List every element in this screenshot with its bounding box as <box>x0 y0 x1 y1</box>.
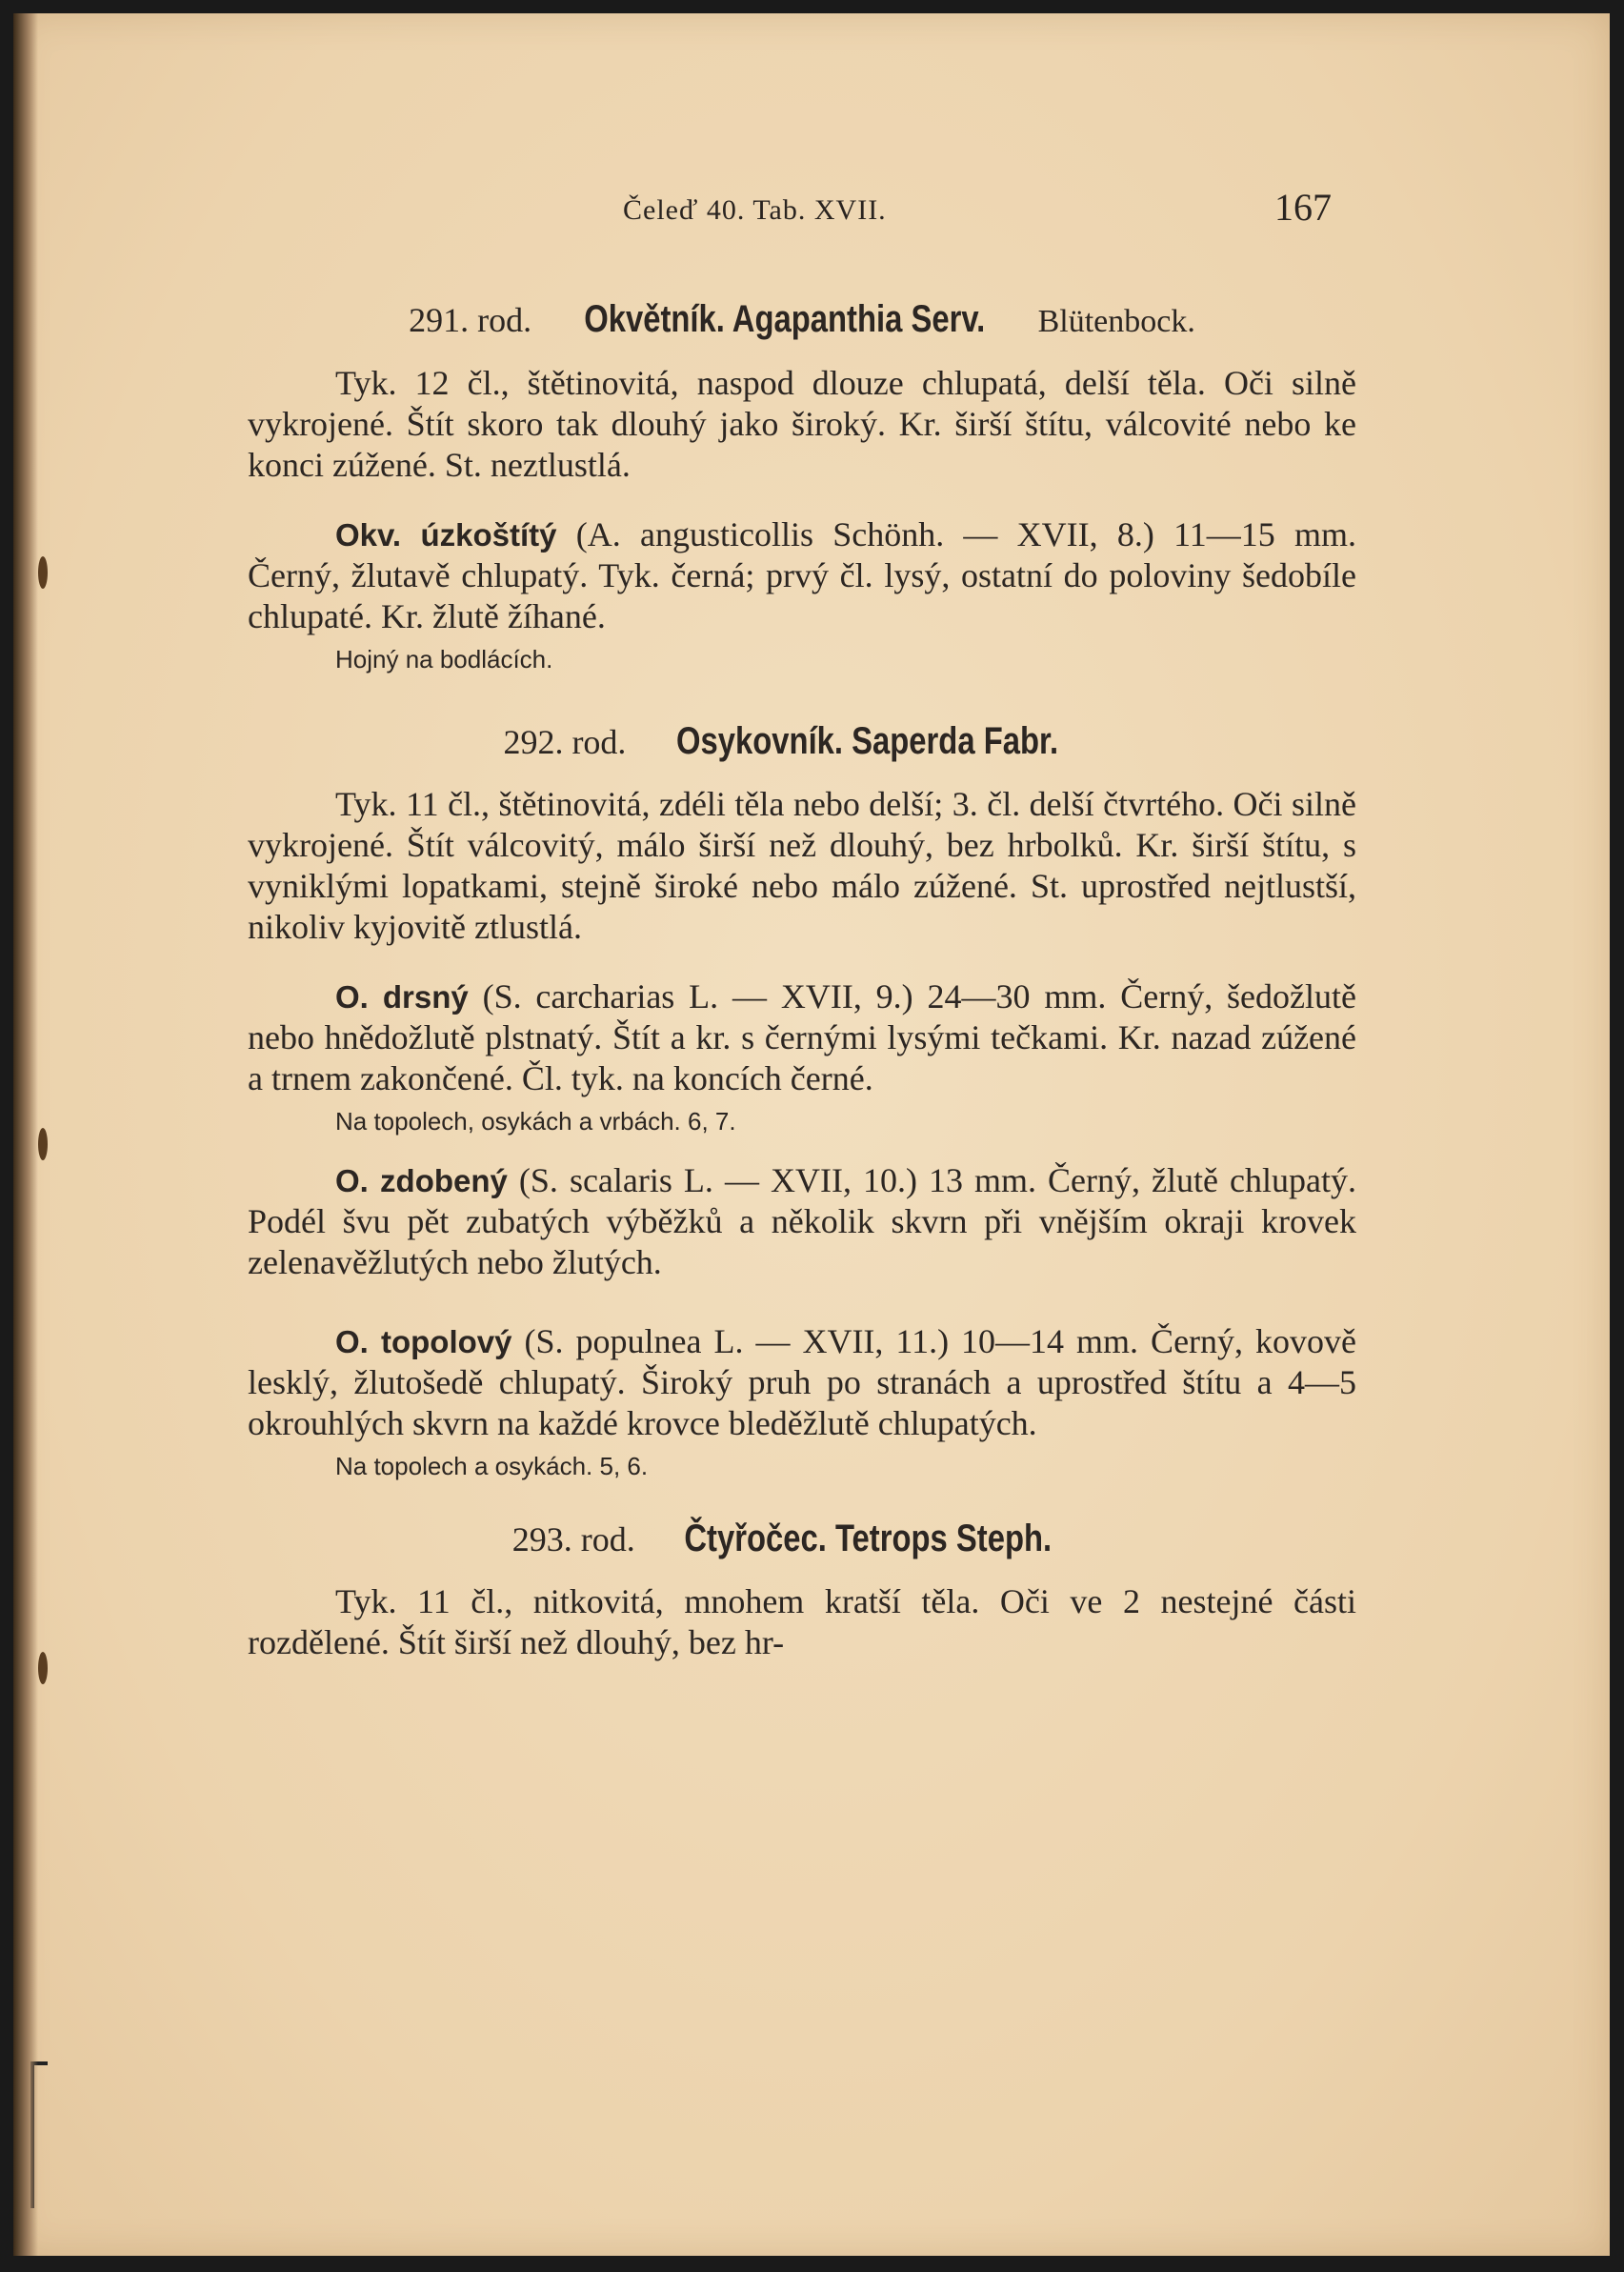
genus-name: Okvětník. Agapanthia Serv. <box>584 298 986 340</box>
species-text: (S. populnea L. — XVII, 11.) 10—14 mm. Černý, kovově lesklý, žlutošedě chlupatý. Široký pruh po stranách a uprostřed štítu a 4—5 okrouhlých skvrn na každé krovce bleděžlutě chlupatých. <box>248 1322 1357 1442</box>
species-text: (S. scalaris L. — XVII, 10.) 13 mm. Černý, žlutě chlupatý. Podél švu pět zubatých výběžků a několik skvrn při vnějším okraji krovek zelenavěžlutých nebo žlutých. <box>248 1161 1357 1281</box>
book-page <box>13 13 1610 2256</box>
species-entry <box>248 1321 1356 1444</box>
species-note: Hojný na bodlácích. <box>335 645 553 674</box>
genus-heading-291 <box>248 299 1356 342</box>
species-name: O. zdobený <box>335 1163 508 1198</box>
genus-name: Osykovník. Saperda Fabr. <box>676 720 1059 762</box>
species-note: Na topolech a osykách. 5, 6. <box>335 1452 649 1480</box>
genus-number: 291. rod. <box>409 301 532 339</box>
species-entry <box>248 514 1356 637</box>
species-entry <box>248 976 1356 1099</box>
margin-mark <box>38 556 48 589</box>
genus-description-292: Tyk. 11 čl., štětinovitá, zdéli těla nebo delší; 3. čl. delší čtvrtého. Oči silně vykrojené. Štít válcovitý, málo širší než dlouhý, bez hrbolků. Kr. širší štítu, s vyniklými lopatkami, stejně široké nebo málo zúžené. St. uprostřed nejtlustší, nikoliv kyjovitě ztlustlá. <box>248 785 1356 946</box>
species-text: (S. carcharias L. — XVII, 9.) 24—30 mm. Černý, šedožlutě nebo hnědožlutě plstnatý. Štít a kr. s černými lysými tečkami. Kr. nazad zúžené a trnem zakončené. Čl. tyk. na koncích černé. <box>248 977 1356 1097</box>
species-text: (A. angusticollis Schönh. — XVII, 8.) 11—15 mm. Černý, žlutavě chlupatý. Tyk. černá; prvý čl. lysý, ostatní do poloviny šedobíle chlupaté. Kr. žlutě žíhané. <box>248 515 1356 635</box>
genus-number: 292. rod. <box>503 723 627 761</box>
genus-name: Čtyřočec. Tetrops Steph. <box>684 1518 1052 1559</box>
running-head: Čeleď 40. Tab. XVII. <box>623 194 887 226</box>
genus-heading-293 <box>248 1518 1356 1560</box>
page-content <box>248 299 1356 1663</box>
genus-heading-292 <box>248 721 1356 763</box>
species-name: O. topolový <box>335 1324 512 1359</box>
species-entry <box>248 1160 1356 1283</box>
species-note: Na topolech, osykách a vrbách. 6, 7. <box>335 1107 736 1136</box>
margin-mark <box>38 1652 48 1684</box>
genus-german-name: Blütenbock. <box>1037 304 1195 339</box>
species-name: Okv. úzkoštítý <box>335 517 557 553</box>
genus-number: 293. rod. <box>511 1520 635 1558</box>
genus-description-293: Tyk. 11 čl., nitkovitá, mnohem kratší těla. Oči ve 2 nestejné části rozdělené. Štít širší než dlouhý, bez hr- <box>248 1582 1356 1661</box>
page-number: 167 <box>1274 186 1332 229</box>
binding-edge <box>13 13 38 2256</box>
page-header <box>13 185 1610 242</box>
genus-description-291: Tyk. 12 čl., štětinovitá, naspod dlouze chlupatá, delší těla. Oči silně vykrojené. Štít skoro tak dlouhý jako široký. Kr. širší štítu, válcovité nebo ke konci zúžené. St. neztlustlá. <box>248 364 1356 484</box>
margin-mark <box>38 1128 48 1160</box>
species-name: O. drsný <box>335 979 469 1015</box>
